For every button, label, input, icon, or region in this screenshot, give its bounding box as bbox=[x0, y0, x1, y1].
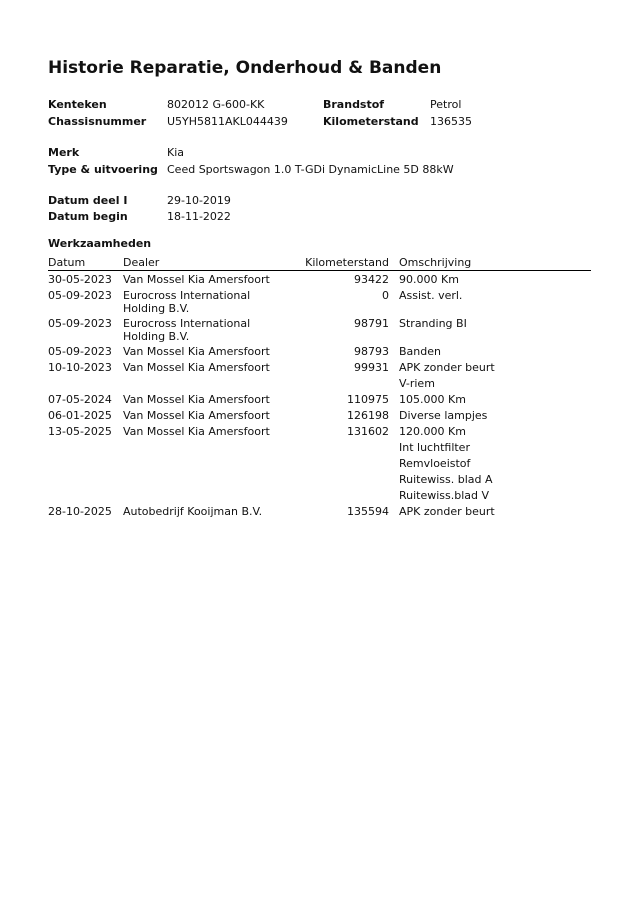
row-date: 13-05-2025 bbox=[48, 425, 112, 438]
datum-deel-value: 29-10-2019 bbox=[167, 194, 231, 207]
werkzaamheden-title: Werkzaamheden bbox=[48, 237, 152, 250]
row-dealer: Van Mossel Kia Amersfoort bbox=[123, 393, 270, 406]
row-date: 07-05-2024 bbox=[48, 393, 112, 406]
table-row bbox=[48, 317, 591, 343]
row-dealer: Autobedrijf Kooijman B.V. bbox=[123, 505, 263, 518]
table-row bbox=[48, 345, 591, 359]
header-desc: Omschrijving bbox=[399, 256, 472, 269]
table-row bbox=[48, 457, 591, 471]
row-desc: 105.000 Km bbox=[399, 393, 466, 406]
row-desc: V-riem bbox=[399, 377, 435, 390]
table-row bbox=[48, 441, 591, 455]
row-desc: APK zonder beurt bbox=[399, 361, 495, 374]
row-desc: Int luchtfilter bbox=[399, 441, 470, 454]
row-dealer: Van Mossel Kia Amersfoort bbox=[123, 425, 270, 438]
row-date: 28-10-2025 bbox=[48, 505, 112, 518]
row-desc: APK zonder beurt bbox=[399, 505, 495, 518]
table-row bbox=[48, 289, 591, 315]
row-km: 99931 bbox=[354, 361, 389, 374]
row-desc: Diverse lampjes bbox=[399, 409, 488, 422]
row-km: 93422 bbox=[354, 273, 389, 286]
table-row bbox=[48, 489, 591, 503]
row-desc: Stranding BI bbox=[399, 317, 467, 330]
row-desc: Ruitewiss.blad V bbox=[399, 489, 490, 502]
table-header bbox=[48, 256, 591, 271]
table-row bbox=[48, 473, 591, 487]
row-date: 05-09-2023 bbox=[48, 345, 112, 358]
row-dealer: Van Mossel Kia Amersfoort bbox=[123, 345, 270, 358]
row-desc: 120.000 Km bbox=[399, 425, 466, 438]
table-row bbox=[48, 273, 591, 287]
row-desc: Assist. verl. bbox=[399, 289, 463, 302]
work-table bbox=[48, 256, 591, 518]
row-km: 98793 bbox=[354, 345, 389, 358]
row-km: 110975 bbox=[347, 393, 389, 406]
chassis-label: Chassisnummer bbox=[48, 115, 147, 128]
row-km: 126198 bbox=[347, 409, 389, 422]
table-row bbox=[48, 505, 591, 519]
table-row bbox=[48, 409, 591, 423]
row-date: 05-09-2023 bbox=[48, 317, 112, 330]
row-km: 131602 bbox=[347, 425, 389, 438]
header-date: Datum bbox=[48, 256, 86, 269]
datum-deel-label: Datum deel I bbox=[48, 194, 128, 207]
merk-value: Kia bbox=[167, 146, 185, 159]
row-dealer: Van Mossel Kia Amersfoort bbox=[123, 273, 270, 286]
kmstand-value: 136535 bbox=[430, 115, 472, 128]
merk-label: Merk bbox=[48, 146, 80, 159]
row-desc: Ruitewiss. blad A bbox=[399, 473, 493, 486]
datum-begin-label: Datum begin bbox=[48, 210, 128, 223]
row-desc: 90.000 Km bbox=[399, 273, 459, 286]
brandstof-label: Brandstof bbox=[323, 98, 385, 111]
type-label: Type & uitvoering bbox=[48, 163, 158, 176]
page-title: Historie Reparatie, Onderhoud & Banden bbox=[48, 58, 442, 78]
kmstand-label: Kilometerstand bbox=[323, 115, 419, 128]
row-dealer: Van Mossel Kia Amersfoort bbox=[123, 409, 270, 422]
row-date: 30-05-2023 bbox=[48, 273, 112, 286]
row-date: 06-01-2025 bbox=[48, 409, 112, 422]
header-km: Kilometerstand bbox=[305, 256, 389, 269]
kenteken-label: Kenteken bbox=[48, 98, 107, 111]
table-row bbox=[48, 425, 591, 439]
type-value: Ceed Sportswagon 1.0 T-GDi DynamicLine 5D 88kW bbox=[167, 163, 454, 176]
chassis-value: U5YH5811AKL044439 bbox=[167, 115, 288, 128]
table-row bbox=[48, 377, 591, 391]
row-km: 0 bbox=[382, 289, 389, 302]
brandstof-value: Petrol bbox=[430, 98, 462, 111]
row-date: 05-09-2023 bbox=[48, 289, 112, 302]
row-km: 98791 bbox=[354, 317, 389, 330]
header-dealer: Dealer bbox=[123, 256, 160, 269]
row-desc: Remvloeistof bbox=[399, 457, 471, 470]
table-row bbox=[48, 361, 591, 375]
row-dealer: Eurocross International Holding B.V. bbox=[123, 317, 251, 343]
row-dealer: Eurocross International Holding B.V. bbox=[123, 289, 251, 315]
row-dealer: Van Mossel Kia Amersfoort bbox=[123, 361, 270, 374]
row-desc: Banden bbox=[399, 345, 441, 358]
row-km: 135594 bbox=[347, 505, 389, 518]
kenteken-value: 802012 G-600-KK bbox=[167, 98, 265, 111]
table-row bbox=[48, 393, 591, 407]
datum-begin-value: 18-11-2022 bbox=[167, 210, 231, 223]
row-date: 10-10-2023 bbox=[48, 361, 112, 374]
